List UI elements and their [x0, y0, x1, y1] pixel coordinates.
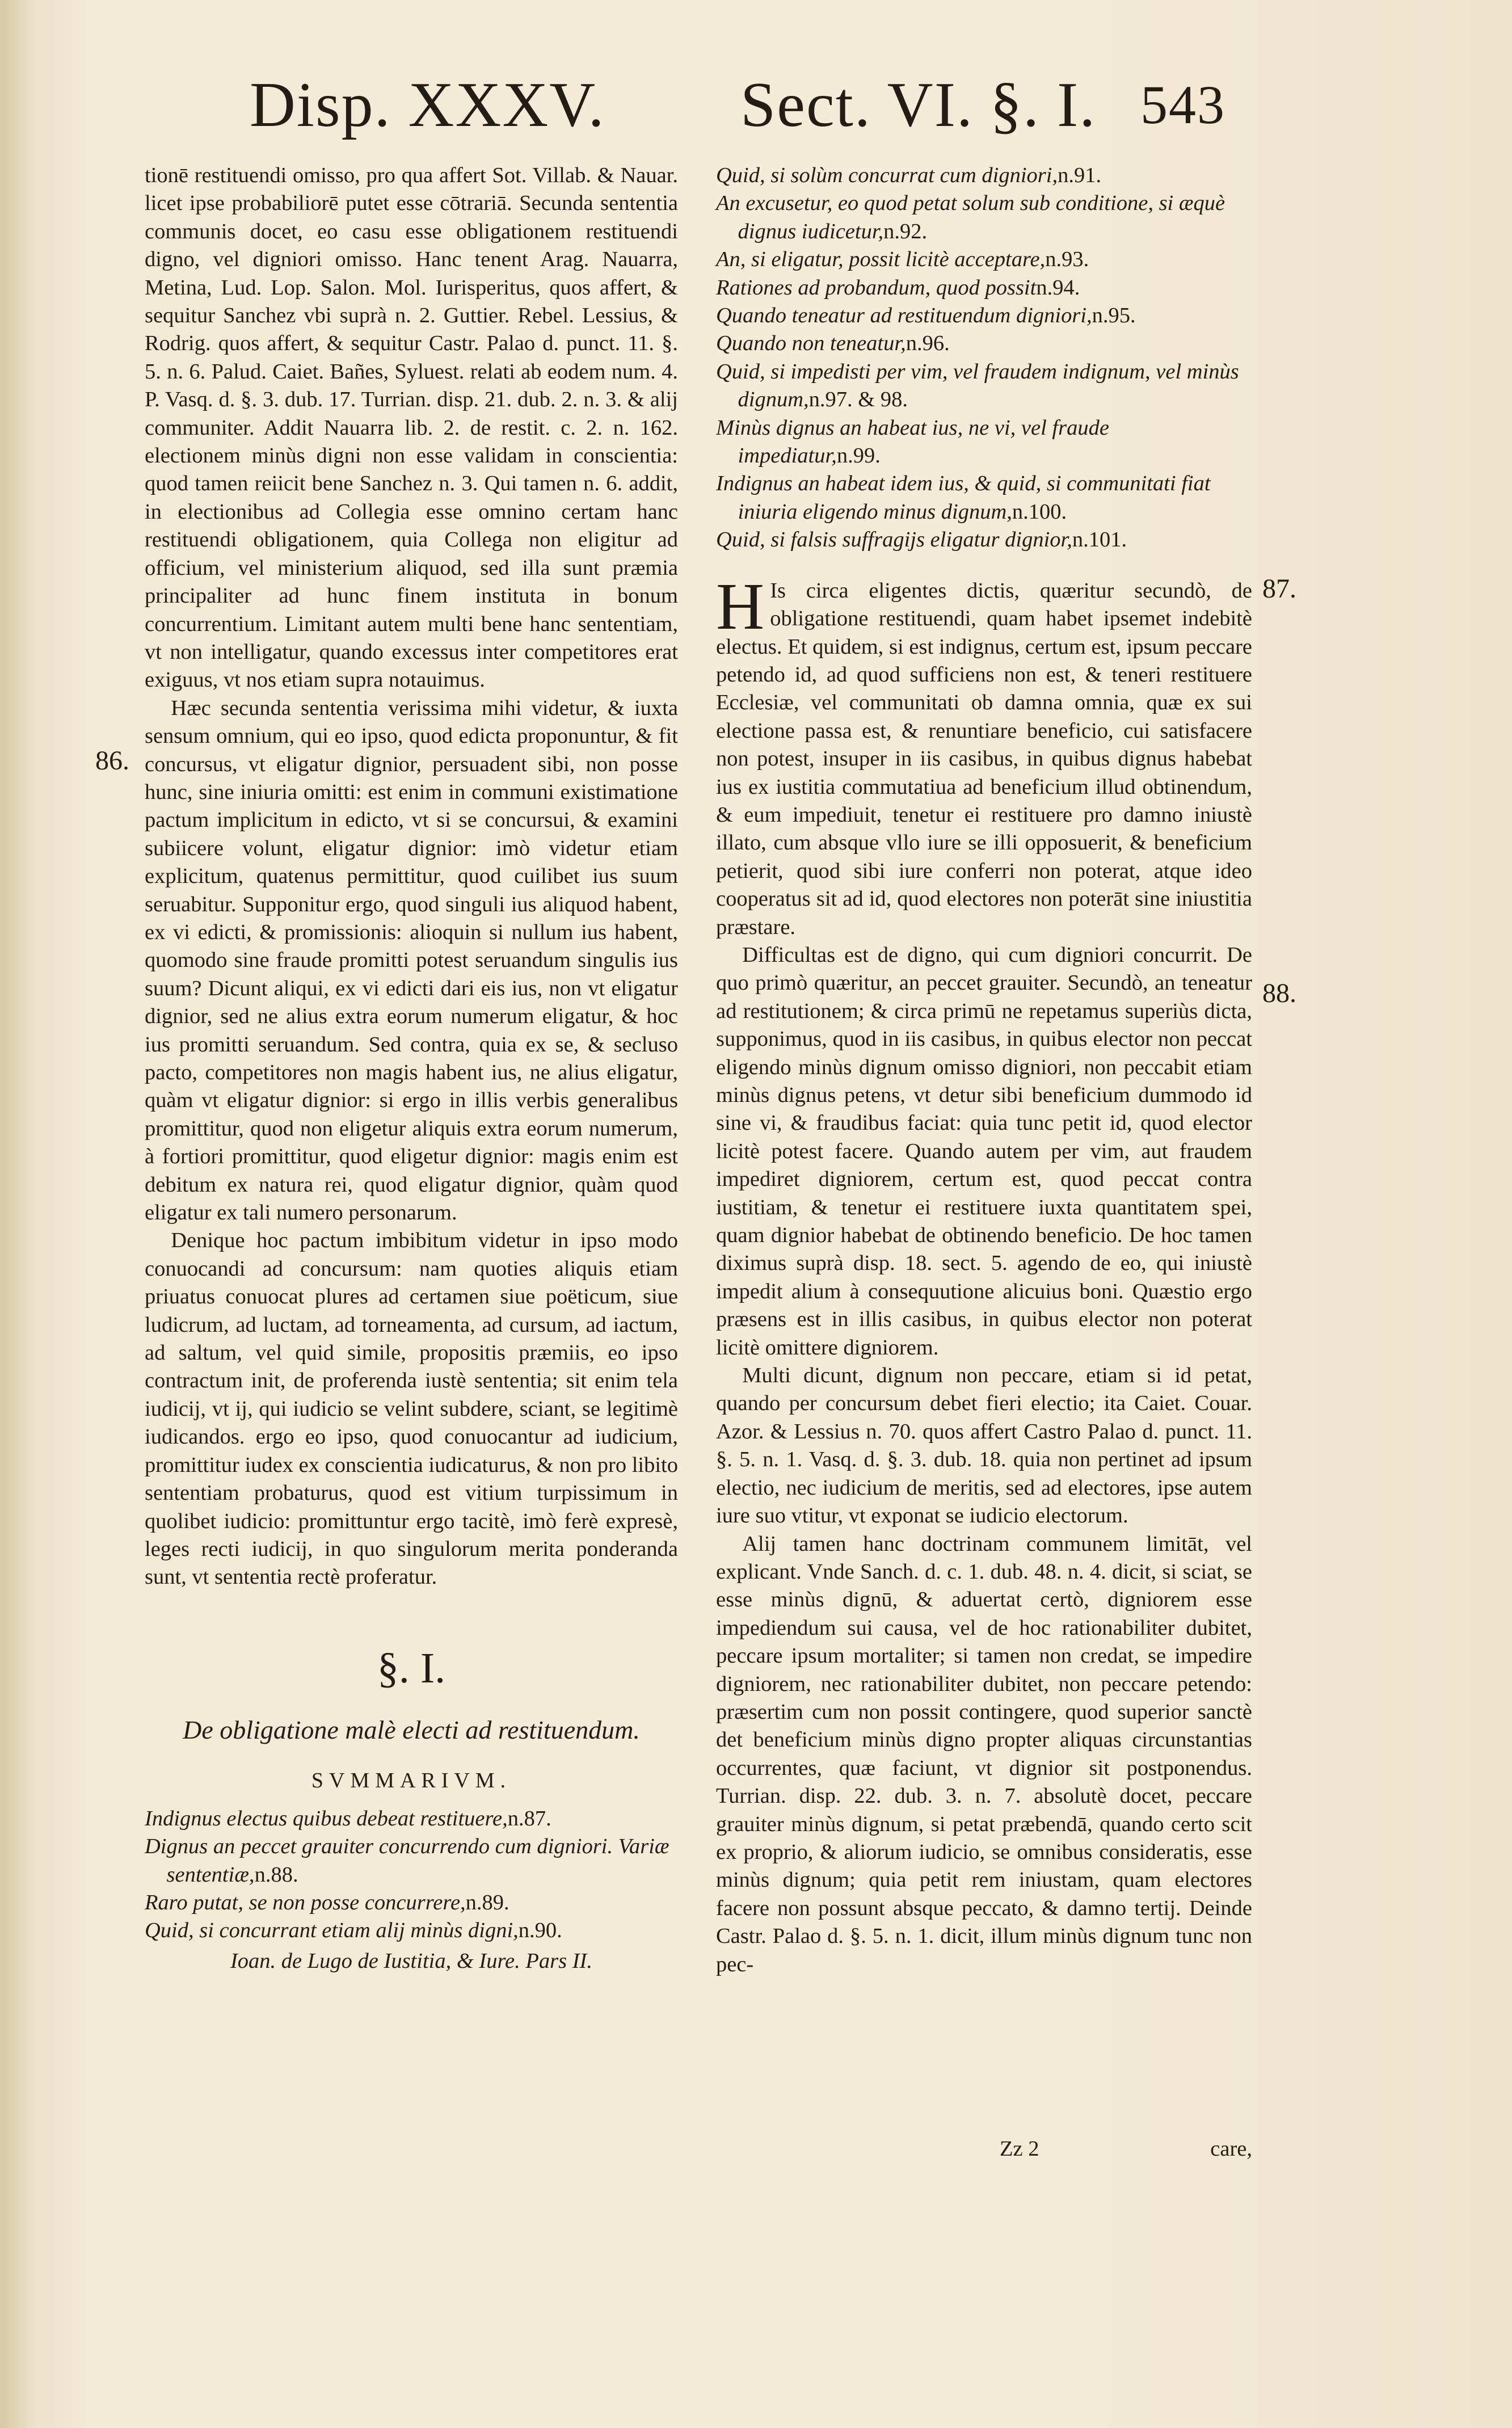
right-paragraph-4: Alij tamen hanc doctrinam communem limitāt, vel explicant. Vnde Sanch. d. c. 1. dub. 48. n. 4. dicit, si sciat, se esse minùs dignū, & aduertat certò, digniorem esse impediendum sui causa, vel de hoc rationabiliter dubitet, peccare ipsum mortaliter; si tamen non credat, se impedire digniorem, nec rationabiliter dubitet, non peccare petendo: præsertim cum non possit contingere, quod superior sanctè det beneficium minùs digno propter aliquas circunstantias occurrentes, quæ faciunt, vt dignior sit postponendus. Turrian. disp. 22. dub. 3. n. 7. absolutè docet, peccare grauiter minùs dignum, si petat præbendā, quando certo scit ex proprio, & aliorum iudicio, se omnibus consideratis, esse minùs dignum; quia petit rem iniustam, quam electores facere non possunt absque peccato, & damno tertij. Deinde Castr. Palao d. §. 5. n. 1. dicit, illum minùs dignum tunc non pec- — [716, 1531, 1252, 1976]
summary-item — [716, 414, 1252, 470]
header-section: Sect. VI. — [740, 70, 974, 140]
drop-capital: H — [716, 569, 765, 643]
summary-text: An excusetur, eo quod petat solum sub conditione, si æquè dignus iudicetur, — [716, 191, 1225, 243]
summary-text: Quid, si impedisti per vim, vel fraudem indignum, vel minùs dignum, — [716, 359, 1239, 412]
summary-number: n.87. — [507, 1806, 551, 1831]
summary-number: n.97. & 98. — [808, 388, 908, 412]
summary-item — [716, 162, 1252, 190]
summary-item — [716, 302, 1252, 330]
summary-item — [716, 526, 1252, 554]
summary-item — [716, 330, 1252, 357]
summary-item — [716, 274, 1252, 302]
right-paragraph-2: Difficultas est de digno, qui cum digniori concurrit. De quo primò quæritur, an peccet grauiter. Secundò, an teneatur ad restitutionem; & circa primū ne repetamus superiùs dicta, supponimus, quod in iis casibus, in quibus elector non peccat eligendo minùs dignum omisso digniori, non peccabit etiam minùs dignus petens, vt detur sibi beneficium dummodo id sine vi, & fraudibus faciat: quia tunc petit id, quod elector licitè potest facere. Quando autem per vim, aut fraudem impediret digniorem, certum est, quod peccat contra iustitiam, & tenetur ei restituere iuxta quantitatem spei, quam dignior habebat de obtinendo beneficio. De hoc tamen diximus suprà disp. 18. sect. 5. agendo de eo, qui iniustè impedit alium à consequutione alicuius boni. Quæstio ergo præsens est in illis casibus, in quibus elector non poterat licitè omittere digniorem. — [716, 942, 1252, 1360]
summary-item — [145, 1805, 678, 1833]
summary-item — [716, 358, 1252, 414]
summary-text: Indignus an habeat idem ius, & quid, si communitati fiat iniuria eligendo minus dignum, — [716, 472, 1211, 524]
footer-book-title: Ioan. de Lugo de Iustitia, & Iure. Pars II. — [230, 1949, 593, 1973]
page-number: 543 — [1140, 74, 1225, 135]
left-paragraph-3: Denique hoc pactum imbibitum videtur in ipso modo conuocandi ad concursum: nam quoties aliquis etiam priuatus conuocat plures ad certamen siue poëticum, siue ludicrum, ad luctam, ad torneamenta, ad cursum, ad iactum, ad saltum, vel quid simile, propositis præmiis, eo ipso contractum init, de proferenda iustè sententia; sit enim tela iudicij, vt ij, qui iudicio se velint subdere, sciant, se legitimè iudicandos. ergo eo ipso, quod conuocantur ad iudicium, promittitur iudex ex conscientia iudicaturus, & non pro libito sententiam probaturus, quod est vitium turpissimum in quolibet iudicio: promittuntur ergo tacitè, imò ferè expresè, leges recti iudicij, in quo singulorum merita ponderanda sunt, vt sententia rectè proferatur. — [145, 1228, 678, 1589]
summary-item — [145, 1833, 678, 1889]
catchword: care, — [1210, 2137, 1252, 2161]
summary-text: Raro putat, se non posse concurrere, — [145, 1890, 466, 1914]
summary-number: n.90. — [518, 1918, 562, 1943]
running-header — [0, 62, 1512, 148]
summary-text: Rationes ad probandum, quod possit — [716, 275, 1037, 300]
summary-text: Quid, si falsis suffragijs eligatur dignior, — [716, 528, 1072, 552]
summary-number: n.94. — [1036, 275, 1080, 300]
margin-number-87: 87. — [1262, 574, 1296, 604]
right-paragraph-1-text: Is circa eligentes dictis, quæritur secundò, de obligatione restituendi, quam habet ipsemet indebitè electus. Et quidem, si est indignus, certum est, ipsum peccare petendo id, ad quod sufficiens non est, & teneri restituere Ecclesiæ, vel communitati ob damna omnia, quæ ex sui electione passa est, & renuntiare beneficio, cui satisfacere non potest, insuper in iis casibus, in quibus dignus habebat ius ex iustitia commutatiua ad beneficium illud obtinendum, & eum impediuit, tenetur ei restituere pro damno iniustè illato, cum absque vllo iure se illi opposuerit, & beneficium petierit, quod sibi iure conferri non poterat, atque ideo cooperatus sit ad id, quod electores non poterāt sine iniustitia præstare. — [716, 578, 1252, 939]
summary-number: n.95. — [1092, 304, 1136, 328]
header-subsection: §. I. — [990, 70, 1097, 140]
summary-text: An, si eligatur, possit licitè acceptare, — [716, 247, 1046, 272]
summary-number: n.91. — [1058, 163, 1102, 187]
summary-text: Indignus electus quibus debeat restituere, — [145, 1806, 508, 1831]
margin-number-86: 86. — [95, 746, 129, 776]
summary-text: Dignus an peccet grauiter concurrendo cum digniori. Variæ sententiæ, — [145, 1834, 669, 1887]
summary-item — [145, 1917, 678, 1945]
summary-number: n.88. — [254, 1862, 298, 1887]
right-footer — [716, 2136, 1252, 2170]
summary-number: n.100. — [1012, 499, 1067, 524]
right-paragraph-3: Multi dicunt, dignum non peccare, etiam si id petat, quando per concursum debet fieri electio; ita Caiet. Couar. Azor. & Lessius n. 70. quos affert Castro Palao d. punct. 11. §. 5. n. 1. Vasq. d. §. 3. dub. 18. quia non pertinet ad ipsum electio, nec iudicium de meritis, sed ad electores, ipse autem iure suo vtitur, vt exponat se iudicio electorum. — [716, 1364, 1252, 1528]
summary-number: n.101. — [1072, 528, 1127, 552]
summary-text: Quando non teneatur, — [716, 331, 906, 356]
left-paragraph-2: Hæc secunda sententia verissima mihi videtur, & iuxta sensum omnium, qui eo ipso, quod edicta proponuntur, & fit concursus, vt eligatur dignior, persuadent sibi, non posse hunc, sine iniuria omitti: est enim in communi existimatione pactum implicitum in edicto, vt si se concursui, & examini subiicere volunt, eligatur dignior: imò videtur etiam explicitum, quatenus permittitur, quod cuilibet ius suum seruabitur. Supponitur ergo, quod singuli ius aliquod habent, ex vi edicti, & promissionis: alioquin si nullum ius habent, quomodo sine fraude promitti potest seruandum singulis ius suum? Dicunt aliqui, ex vi edicti dari eis ius, non vt eligatur dignior, sed ne alius extra eorum numerum eligatur, & hoc ius promitti seruandum. Sed contra, quia ex se, & secluso pacto, competitores non magis habent ius, ne alius eligatur, quàm vt eligatur dignior: si ergo in illis verbis generalibus promittitur, quod non eligetur aliquis extra eorum numerum, à fortiori promittitur, quod eligetur dignior: magis enim est debitum ex natura rei, quod eligatur dignior, quàm quod eligatur ex tali numero personarum. — [145, 696, 678, 1225]
summarium-heading: SVMMARIVM. — [311, 1768, 512, 1792]
signature-mark: Zz 2 — [1000, 2137, 1039, 2161]
summary-item — [145, 1889, 678, 1917]
right-column — [716, 162, 1252, 2176]
summary-number: n.89. — [465, 1890, 509, 1914]
summary-number: n.96. — [905, 331, 950, 356]
header-disputation: Disp. XXXV. — [250, 70, 605, 140]
margin-number-88: 88. — [1262, 978, 1296, 1008]
summary-item — [716, 470, 1252, 526]
summary-text: Quid, si concurrant etiam alij minùs digni, — [145, 1918, 519, 1943]
summary-list-right — [716, 162, 1252, 554]
summary-text: Quando teneatur ad restituendum digniori, — [716, 304, 1092, 328]
summary-item — [716, 190, 1252, 246]
summary-number: n.99. — [836, 444, 881, 468]
summary-text: Minùs dignus an habeat ius, ne vi, vel fraude impediatur, — [716, 415, 1109, 468]
summary-number: n.93. — [1045, 247, 1089, 272]
summary-number: n.92. — [883, 219, 928, 243]
summary-item — [716, 246, 1252, 273]
left-column — [145, 162, 678, 2176]
section-mark: §. I. — [377, 1644, 446, 1692]
binding-shadow — [0, 0, 34, 2428]
right-paragraph-1 — [716, 569, 1252, 941]
section-title: De obligatione malè electi ad restituendum. — [183, 1715, 640, 1744]
summary-text: Quid, si solùm concurrat cum digniori, — [716, 163, 1058, 187]
left-paragraph-1: tionē restituendi omisso, pro qua affert Sot. Villab. & Nauar. licet ipse probabiliorē putet esse cōtrariā. Secunda sententia communis docet, eo casu esse obligationem restituendi digno, vel digniori omisso. Hanc tenent Arag. Nauarra, Metina, Lud. Lop. Salon. Mol. Iurisperitus, quos affert, & sequitur Sanchez vbi suprà n. 2. Guttier. Rebel. Lessius, & Rodrig. quos affert, & sequitur Castr. Palao d. punct. 11. §. 5. n. 6. Palud. Caiet. Bañes, Syluest. relati ab eodem num. 4. P. Vasq. d. §. 3. dub. 17. Turrian. disp. 21. dub. 2. n. 3. & alij communiter. Addit Nauarra lib. 2. de restit. c. 2. n. 162. electionem minùs digni non esse validam in conscientia: quod tamen reiicit bene Sanchez n. 3. Qui tamen n. 6. addit, in electionibus ad Collegia esse omnino certam hanc restituendi obligationem, quia Collega non eligitur ad officium, vel ministerium aliquod, sed illa sunt præmia principaliter ad hunc finem instituta in bonum concurrentium. Limitant autem multi bene hanc sententiam, vt non intelligatur, quando excessus inter competitores erat exiguus, vt nos etiam supra notauimus. — [145, 163, 678, 692]
summary-list-left — [145, 1805, 678, 1945]
